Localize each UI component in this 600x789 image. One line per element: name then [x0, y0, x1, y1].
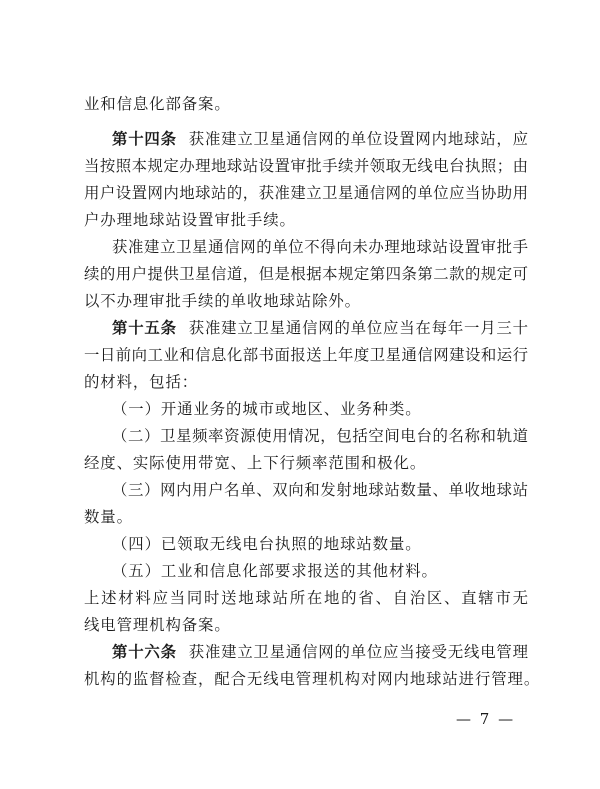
page-number: — 7 —	[456, 710, 516, 728]
article-14-line-3: 用户设置网内地球站的，获准建立卫星通信网的单位应当协助用	[84, 184, 528, 202]
article-15-number: 第十五条	[112, 319, 177, 337]
article-16-line-1: 第十六条 获准建立卫星通信网的单位应当接受无线电管理	[112, 643, 528, 661]
article-15-line-3: 的材料，包括：	[84, 373, 199, 391]
article-15-item-5: （五）工业和信息化部要求报送的其他材料。	[112, 562, 438, 580]
article-16-number: 第十六条	[112, 643, 177, 661]
article-16-line-2: 机构的监督检查，配合无线电管理机构对网内地球站进行管理。	[84, 670, 541, 688]
continuation-line: 业和信息化部备案。	[84, 95, 231, 113]
article-15-item-4: （四）已领取无线电台执照的地球站数量。	[112, 535, 422, 553]
article-15-item-3: （三）网内用户名单、双向和发射地球站数量、单收地球站	[112, 481, 528, 499]
article-14-para2-line-1: 获准建立卫星通信网的单位不得向未办理地球站设置审批手	[112, 238, 528, 256]
article-15-item-2: （二）卫星频率资源使用情况，包括空间电台的名称和轨道	[112, 427, 528, 445]
article-14-para2-line-2: 续的用户提供卫星信道，但是根据本规定第四条第二款的规定可	[84, 265, 528, 283]
article-15-para2-line-1: 上述材料应当同时送地球站所在地的省、自治区、直辖市无	[84, 589, 528, 607]
article-15-line-2: 一日前向工业和信息化部书面报送上年度卫星通信网建设和运行	[84, 346, 528, 364]
article-15-line-1: 第十五条 获准建立卫星通信网的单位应当在每年一月三十	[112, 319, 528, 337]
article-15-item-2-cont: 经度、实际使用带宽、上下行频率范围和极化。	[84, 454, 427, 472]
article-15-item-1: （一）开通业务的城市或地区、业务种类。	[112, 400, 422, 418]
article-14-para2-line-3: 以不办理审批手续的单收地球站除外。	[84, 292, 361, 310]
article-15-para2-line-2: 线电管理机构备案。	[84, 616, 231, 634]
article-14-number: 第十四条	[112, 130, 177, 148]
article-15-item-3-cont: 数量。	[84, 508, 133, 526]
article-14-line-1: 第十四条 获准建立卫星通信网的单位设置网内地球站，应	[112, 130, 528, 148]
article-14-line-4: 户办理地球站设置审批手续。	[84, 211, 296, 229]
article-14-line-2: 当按照本规定办理地球站设置审批手续并领取无线电台执照；由	[84, 157, 528, 175]
